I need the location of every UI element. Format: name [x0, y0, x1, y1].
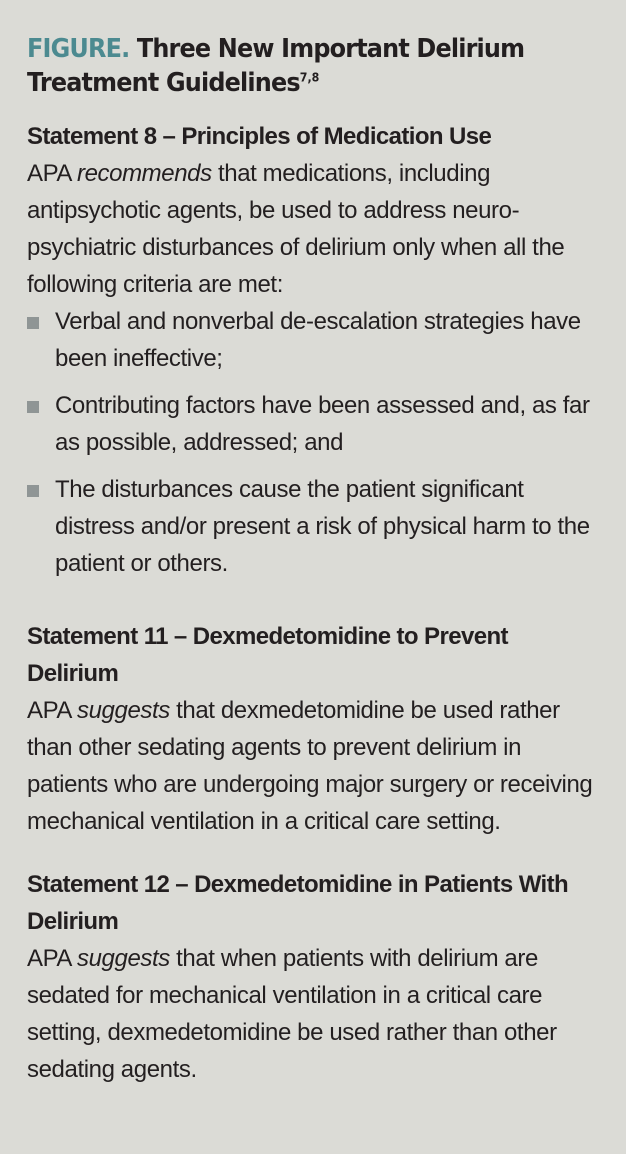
square-bullet-icon [27, 401, 39, 413]
figure-title-text: Three New Important Delirium Treatment Guidelines [27, 34, 525, 98]
statement-heading: Statement 8 – Principles of Medication Use [27, 123, 492, 150]
statement-heading: Statement 11 – Dexmedetomidine to Prevent Delirium [27, 623, 508, 687]
list-item: Contributing factors have been assessed and, as far as possible, addressed; and [27, 387, 598, 461]
statement-12 [27, 866, 598, 1088]
criteria-list [27, 303, 598, 582]
statement-body: APA suggests that dexmedetomidine be used rather than other sedating agents to prevent delirium in patients who are undergoing major surgery or receiving mechanical ventilation in a critical care setting. [27, 697, 593, 835]
figure-label: FIGURE. [27, 34, 130, 64]
figure-references: 7,8 [299, 70, 320, 85]
statement-body: APA suggests that when patients with delirium are sedated for mechanical ventilation in a critical care setting, dexmedetomidine be used rather than other sedating agents. [27, 945, 557, 1083]
statement-11 [27, 618, 598, 840]
figure-title [27, 32, 552, 100]
statement-body: APA recommends that medications, including antipsychotic agents, be used to address neuro-psychiatric disturbances of delirium only when all the following criteria are met: [27, 160, 565, 298]
statement-8 [27, 118, 598, 582]
square-bullet-icon [27, 485, 39, 497]
list-item: Verbal and nonverbal de-escalation strategies have been ineffective; [27, 303, 598, 377]
statement-heading: Statement 12 – Dexmedetomidine in Patients With Delirium [27, 871, 569, 935]
list-item: The disturbances cause the patient significant distress and/or present a risk of physical harm to the patient or others. [27, 471, 598, 582]
square-bullet-icon [27, 317, 39, 329]
